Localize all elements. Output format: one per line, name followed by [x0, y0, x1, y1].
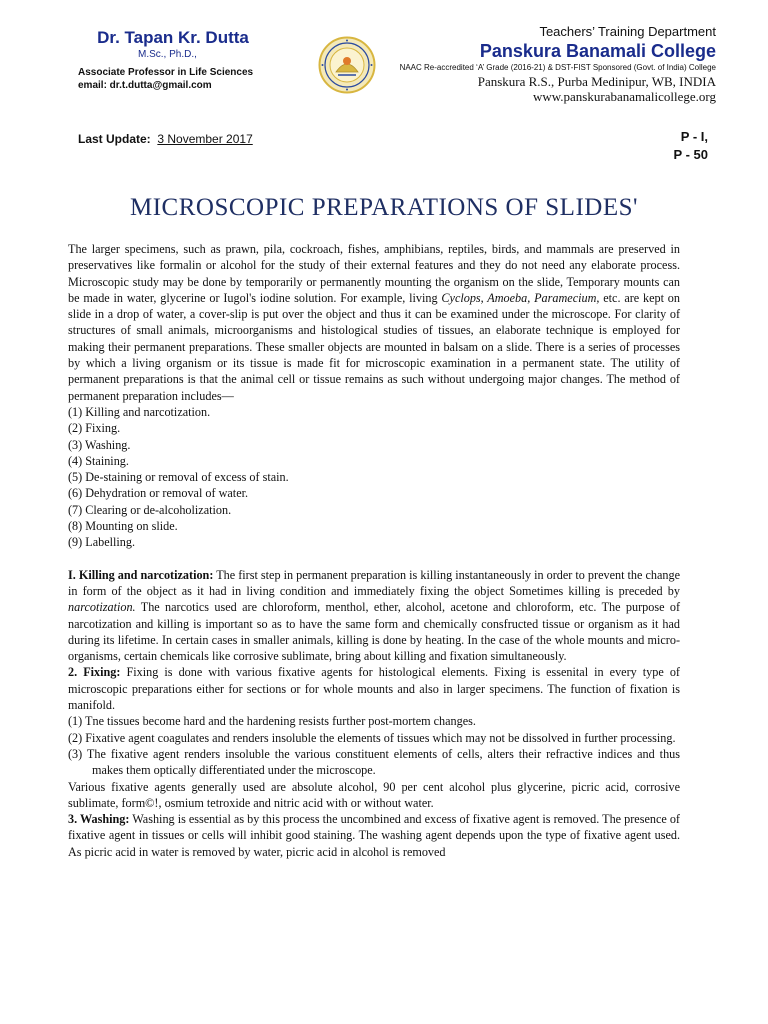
- intro-text-a: The larger specimens, such as prawn, pila, cockroach, fishes, amphibians, reptiles, birds, and mammals are preserved in preservatives like formalin or alcohol for the study of their external features and they do not need any elaborate process. Microscopic study may be done by temporarily or permanently mounting the organism on the slide, Temporary mounts can be made in water, glycerine or Iugol's iodine solution. For example, living: [68, 242, 680, 305]
- page-code-2: P - 50: [673, 147, 708, 162]
- spacer: [68, 551, 680, 567]
- section-fixing-heading: 2. Fixing:: [68, 665, 121, 680]
- college-block: [400, 24, 716, 104]
- list-item: (5) De-staining or removal of excess of stain.: [68, 470, 289, 485]
- college-address: Panskura R.S., Purba Medinipur, WB, INDIA: [477, 74, 716, 89]
- section-washing-heading: 3. Washing:: [68, 812, 130, 827]
- section-killing-text-a: The first step in permanent preparation is killing instantaneously in order to prevent the change in form of the object as it had in living condition and immediately fixing the object Sometimes killing is preceded by: [68, 567, 680, 598]
- last-update: [78, 132, 253, 146]
- intro-paragraph: [68, 241, 680, 404]
- author-degrees: M.Sc., Ph.D.,: [138, 49, 197, 60]
- author-details: [78, 66, 253, 92]
- list-item: (2) Fixing.: [68, 421, 121, 436]
- intro-italic: Cyclops, Amoeba, Paramecium,: [441, 290, 600, 305]
- list-item: (4) Staining.: [68, 453, 129, 468]
- section-washing-text: Washing is essential as by this process the uncombined and excess of fixative agent is removed. The presence of fixative agent in tissues or cells will inhibit good staining. The washing agent depends upon the type of fixative agent used. As picric acid in water is removed by water, picric acid in alcohol is removed: [68, 812, 680, 859]
- section-killing-text-b: The narcotics used are chloroform, menthol, ether, alcohol, acetone and chloroform, etc. The purpose of narcotization and killing is important so as to have the same form and chemically consfructed tissue or organism as it had during its lifetime. In certain cases in smaller animals, killing is done by heating. In the case of the whole mounts and micro-organisms, certain chemicals like corrosive sublimate, bring about killing and fixation simultaneously.: [68, 600, 680, 664]
- list-item: (9) Labelling.: [68, 535, 136, 550]
- list-item: (8) Mounting on slide.: [68, 519, 178, 534]
- document-body: [68, 241, 680, 860]
- college-website: www.panskurabanamalicollege.org: [532, 89, 716, 104]
- author-name: Dr. Tapan Kr. Dutta: [97, 28, 249, 47]
- section-fixing-text: Fixing is done with various fixative agents for histological elements. Fixing is essenital in every type of microscopic preparations either for sections or for whole mounts and also in larger specimens. The function of fixation is manifold.: [68, 665, 680, 713]
- steps-list: [68, 404, 680, 551]
- fixing-points: [68, 713, 680, 778]
- page-code: [674, 128, 708, 164]
- list-item: (3) Washing.: [68, 437, 131, 452]
- section-washing: [68, 811, 680, 860]
- accreditation-line: NAAC Re-accredited ‘A’ Grade (2016-21) & DST-FIST Sponsored (Govt. of India) College: [399, 63, 716, 72]
- list-item: (6) Dehydration or removal of water.: [68, 486, 249, 501]
- author-email: email: dr.t.dutta@gmail.com: [78, 80, 212, 91]
- last-update-label: Last Update:: [78, 132, 151, 146]
- college-seal-icon: [318, 36, 376, 94]
- intro-text-b: etc. are kept on slide in a drop of water, a cover-slip is put over the object and thus it can be examined under the microscope. For clarity of structures of small animals, microorganisms and histological studies of tissues, an elaborate technique is employed for making their permanent preparations. These smaller objects are mounted in balsam on a slide. There is a series of processes by which a living organism or its tissue is made fit for microscopic examination in a permanent state. The utility of permanent preparations is that the animal cell or tissue remains as such without undergoing major changes. The method of permanent preparation includes—: [68, 290, 680, 403]
- section-killing: [68, 567, 680, 665]
- fixing-closing: Various fixative agents generally used are absolute alcohol, 90 per cent alcohol plus glycerine, picric acid, corrosive sublimate, form©!, osmium tetroxide and nitric acid with or without water.: [68, 779, 680, 810]
- department-name: Teachers’ Training Department: [539, 24, 716, 39]
- college-name: Panskura Banamali College: [479, 41, 716, 61]
- list-item: (7) Clearing or de-alcoholization.: [68, 502, 232, 517]
- list-item: (1) Tne tissues become hard and the hardening resists further post-mortem changes.: [68, 714, 476, 729]
- last-update-date: 3 November 2017: [157, 132, 253, 146]
- author-block: [78, 28, 268, 61]
- page-code-1: P - I,: [680, 129, 708, 144]
- section-killing-heading: I. Killing and narcotization:: [68, 567, 214, 582]
- list-item: (3) The fixative agent renders insoluble the various constituent elements of cells, alters their refractive indices and thus makes them optically differentiated under the microscope.: [68, 746, 680, 778]
- author-title: Associate Professor in Life Sciences: [78, 67, 254, 78]
- section-killing-italic: narcotization.: [68, 600, 136, 615]
- list-item: (1) Killing and narcotization.: [68, 404, 211, 419]
- list-item: (2) Fixative agent coagulates and renders insoluble the elements of tissues which may not be dissolved in further processing.: [68, 730, 676, 745]
- section-fixing: [68, 664, 680, 713]
- page-title: MICROSCOPIC PREPARATIONS OF SLIDES': [129, 194, 638, 221]
